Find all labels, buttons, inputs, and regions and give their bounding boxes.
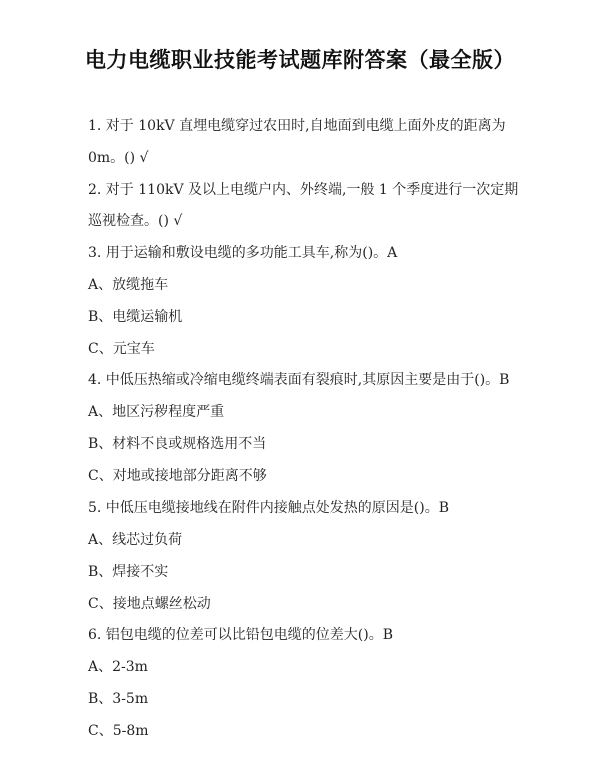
option-line: C、5-8m [88,723,149,739]
option-line: A、放缆拖车 [88,277,169,293]
text-line: 0m。() √ [88,150,149,166]
question-line: 5. 中低压电缆接地线在附件内接触点处发热的原因是()。B [88,500,450,516]
option-line: A、2-3m [88,659,148,675]
option-line: A、地区污秽程度严重 [88,404,225,420]
option-line: C、接地点螺丝松动 [88,596,211,612]
document-title: 电力电缆职业技能考试题库附答案（最全版） [85,48,515,72]
question-line: 6. 铝包电缆的位差可以比铅包电缆的位差大()。B [88,627,394,643]
option-line: B、焊接不实 [88,564,169,580]
option-line: B、电缆运输机 [88,309,183,325]
text-line: 巡视检查。() √ [88,213,183,229]
option-line: C、元宝车 [88,341,155,357]
text-line: 2. 对于 110kV 及以上电缆户内、外终端,一般 1 个季度进行一次定期 [88,182,519,198]
text-line: 1. 对于 10kV 直埋电缆穿过农田时,自地面到电缆上面外皮的距离为 [88,118,506,134]
question-line: 3. 用于运输和敷设电缆的多功能工具车,称为()。A [88,245,398,261]
option-line: B、材料不良或规格选用不当 [88,436,267,452]
option-line: C、对地或接地部分距离不够 [88,468,267,484]
option-line: B、3-5m [88,691,149,707]
question-line: 4. 中低压热缩或冷缩电缆终端表面有裂痕时,其原因主要是由于()。B [88,372,510,388]
option-line: A、线芯过负荷 [88,532,183,548]
